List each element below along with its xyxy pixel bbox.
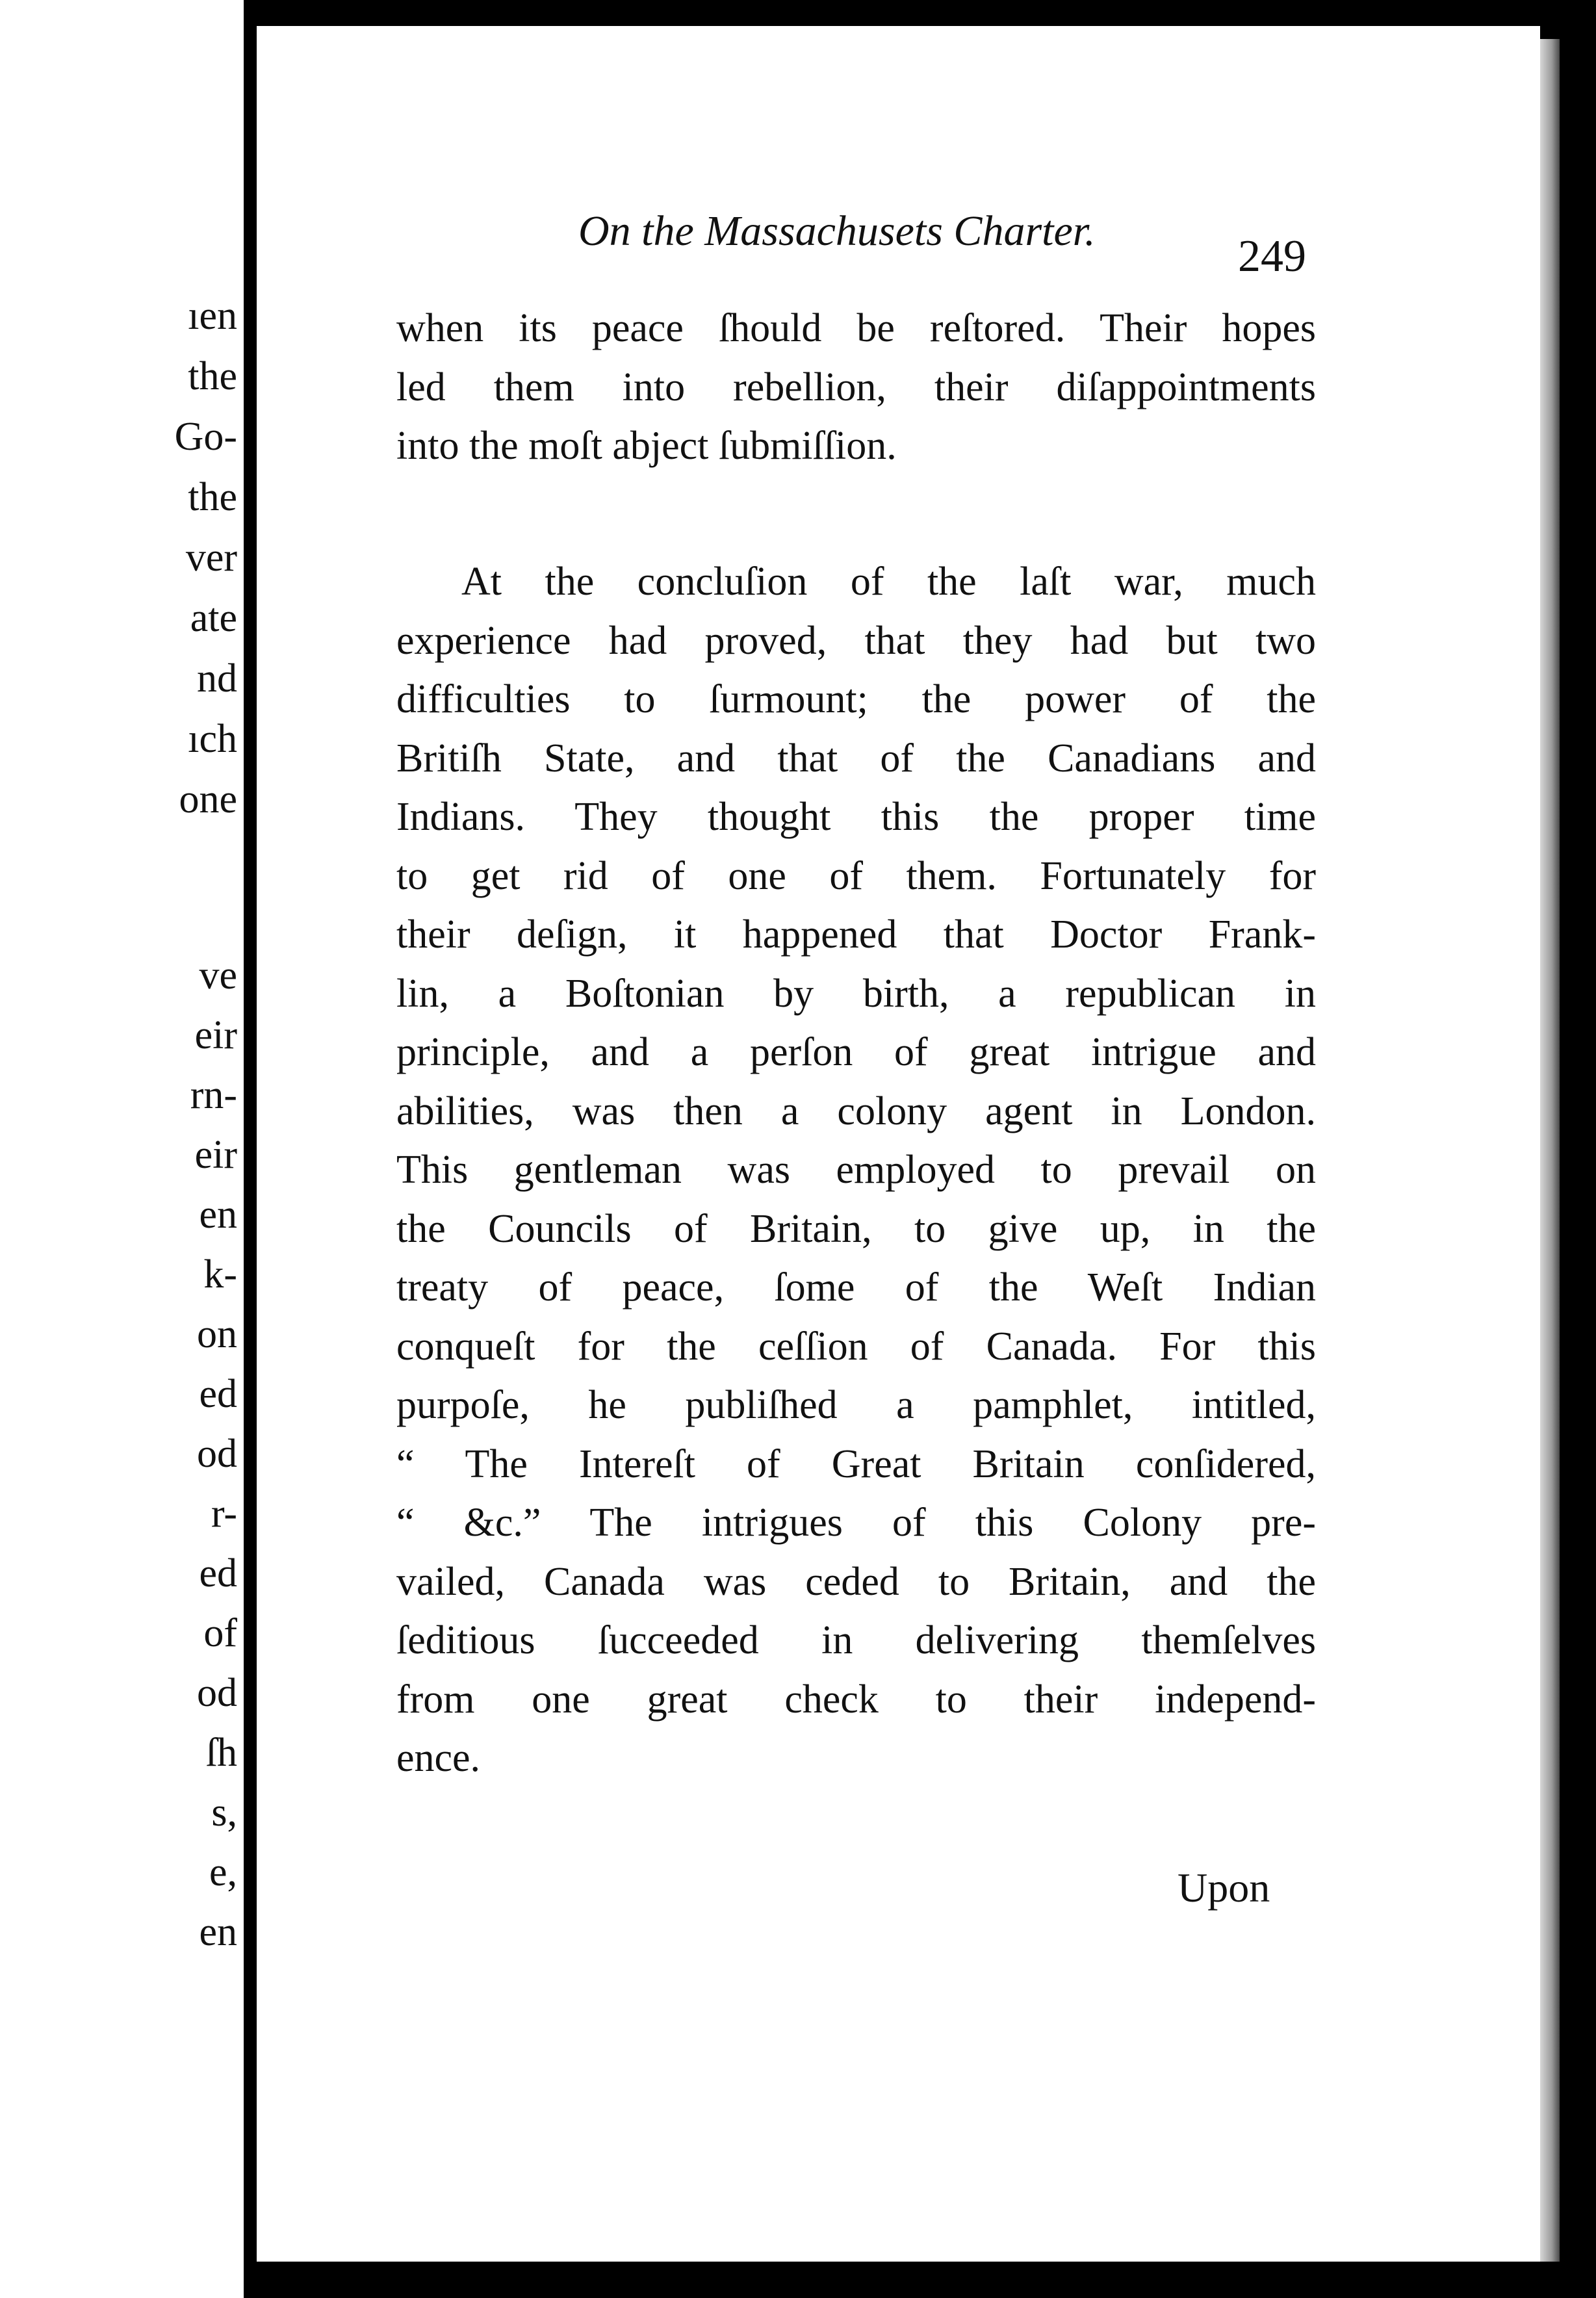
facing-page-fragment: the (188, 354, 237, 398)
text-line: ſeditious ſucceeded in delivering themſelves (396, 1618, 1316, 1662)
facing-page-fragment: ver (185, 536, 237, 580)
text-line: conqueſt for the ceſſion of Canada. For this (396, 1324, 1316, 1369)
text-line: treaty of peace, ſome of the Weſt Indian (396, 1265, 1316, 1310)
paragraph-2 (396, 552, 1316, 1788)
catchword: Upon (1178, 1865, 1270, 1911)
facing-page-fragment: ıen (188, 294, 237, 338)
text-line: when its peace ſhould be reſtored. Their hopes (396, 306, 1316, 350)
text-line: At the concluſion of the laſt war, much (461, 560, 1316, 604)
text-line: vailed, Canada was ceded to Britain, and the (396, 1559, 1316, 1604)
text-line: ence. (396, 1736, 481, 1780)
facing-page-fragment: od (197, 1432, 237, 1476)
text-line: led them into rebellion, their diſappointments (396, 365, 1316, 409)
facing-page-fragment: ve (199, 953, 237, 998)
facing-page-fragment: s, (211, 1790, 237, 1835)
text-line: experience had proved, that they had but two (396, 618, 1316, 663)
facing-page-fragment: ſh (205, 1731, 237, 1775)
page-gutter (244, 0, 257, 2298)
running-head: On the Massachusets Charter. (578, 207, 1096, 255)
text-line: “ &c.” The intrigues of this Colony pre- (396, 1501, 1316, 1545)
text-line: principle, and a perſon of great intrigue and (396, 1030, 1316, 1074)
facing-page-fragment: ate (190, 596, 237, 640)
facing-page-fragment: ed (199, 1372, 237, 1416)
facing-page-fragment: one (179, 777, 237, 821)
text-line: from one great check to their independ- (396, 1677, 1316, 1722)
facing-page-fragment: ıch (188, 717, 237, 761)
text-line: into the moſt abject ſubmiſſion. (396, 424, 897, 468)
facing-page-fragment: eir (194, 1013, 237, 1057)
facing-page-fragment: Go- (174, 415, 237, 459)
facing-page-fragment: eir (194, 1133, 237, 1177)
text-line: the Councils of Britain, to give up, in the (396, 1206, 1316, 1251)
facing-page-fragment: od (197, 1671, 237, 1715)
facing-page-fragment: the (188, 475, 237, 519)
page-edge-shadow (1540, 39, 1560, 2262)
facing-page-fragment: k- (203, 1252, 237, 1297)
facing-page-fragment: en (199, 1193, 237, 1237)
text-line: their deſign, it happened that Doctor Frank- (396, 912, 1316, 957)
text-line: abilities, was then a colony agent in London. (396, 1089, 1316, 1133)
text-line: “ The Intereſt of Great Britain conſidered, (396, 1441, 1316, 1486)
facing-page-fragment: e, (209, 1850, 237, 1894)
facing-page-fragment: rn- (190, 1073, 237, 1117)
text-line: to get rid of one of them. Fortunately for (396, 853, 1316, 898)
text-line: Britiſh State, and that of the Canadians and (396, 736, 1316, 781)
text-line: lin, a Boſtonian by birth, a republican in (396, 971, 1316, 1016)
text-line: Indians. They thought this the proper time (396, 795, 1316, 839)
facing-page-fragment: ed (199, 1551, 237, 1595)
facing-page-fragment: r- (211, 1491, 237, 1536)
text-line: difficulties to ſurmount; the power of the (396, 677, 1316, 721)
facing-page (0, 0, 244, 2298)
page-number: 249 (1238, 231, 1306, 281)
text-line: purpoſe, he publiſhed a pamphlet, intitled, (396, 1383, 1316, 1427)
facing-page-fragment: of (203, 1611, 237, 1655)
paragraph-1 (396, 299, 1316, 476)
facing-page-fragment: on (197, 1312, 237, 1356)
text-line: This gentleman was employed to prevail on (396, 1148, 1316, 1192)
facing-page-fragment: nd (197, 656, 237, 701)
facing-page-fragment: en (199, 1910, 237, 1954)
